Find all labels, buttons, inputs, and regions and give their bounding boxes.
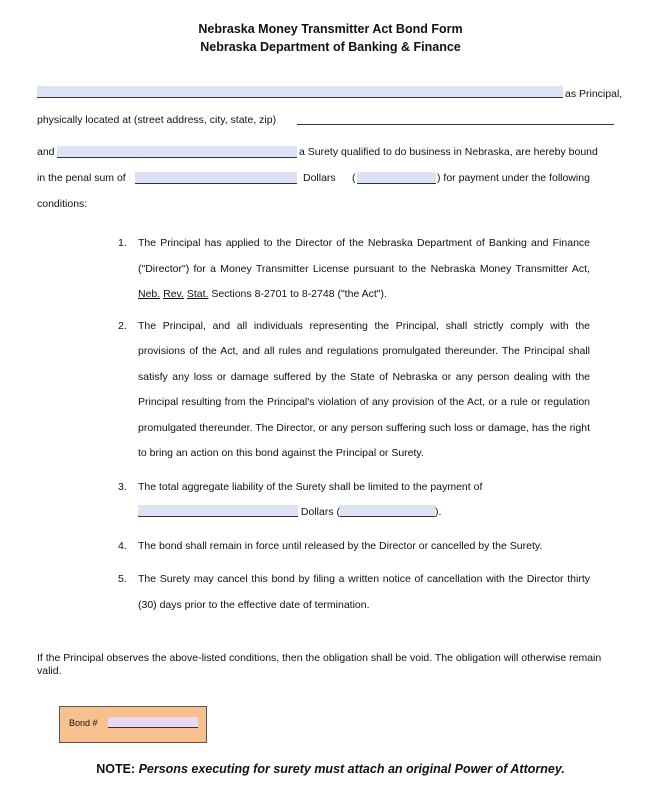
note-label: NOTE:	[96, 762, 136, 776]
closing-paragraph: If the Principal observes the above-listed conditions, then the obligation shall be void. The obligation will otherwise remain valid.	[37, 652, 602, 677]
form-title: Nebraska Money Transmitter Act Bond Form	[198, 22, 463, 36]
condition-item-1	[118, 231, 590, 308]
condition-text: The bond shall remain in force until released by the Director or cancelled by the Surety.	[138, 539, 543, 552]
form-subtitle: Nebraska Department of Banking & Finance	[200, 40, 461, 54]
condition-number: 3.	[118, 480, 127, 493]
condition-text-part: Sections 8-2701 to 8-2748 ("the Act").	[211, 288, 387, 300]
liability-amount-row	[138, 500, 590, 526]
surety-name-field[interactable]	[57, 146, 297, 157]
penal-sum-words-underline	[135, 183, 297, 184]
condition-item-4	[118, 534, 590, 560]
conditions-label: conditions:	[37, 198, 88, 210]
penal-sum-words-field[interactable]	[135, 172, 297, 183]
condition-item-2	[118, 314, 590, 467]
condition-item-3	[118, 475, 590, 526]
condition-text: The Principal, and all individuals representing the Principal, shall strictly comply with the provisions of the Act, and all rules and regulations promulgated thereunder. The Principal shall satisfy any loss or damage suffered by the State of Nebraska or any person dealing with the Principal resulting from the Principal's violation of any provision of the Act, or a rule or regulation promulgated thereunder. The Director, or any person suffering such loss or damage, has the right to bring an action on this bond against the Principal or Surety.	[138, 319, 590, 459]
condition-text: The Surety may cancel this bond by filing a written notice of cancellation with the Director thirty (30) days prior to the effective date of termination.	[138, 573, 590, 611]
liability-close: ).	[435, 506, 442, 518]
and-label: and	[37, 146, 55, 158]
address-label: physically located at (street address, city, state, zip)	[37, 114, 277, 126]
condition-item-5	[118, 567, 590, 618]
conditions-list	[118, 231, 590, 618]
bond-number-underline	[108, 727, 198, 728]
penal-sum-number-underline	[357, 183, 436, 184]
stat-abbrev: Stat.	[186, 288, 209, 300]
as-principal-label: as Principal,	[565, 88, 623, 100]
neb-abbrev: Neb.	[138, 288, 161, 300]
surety-name-underline	[57, 157, 297, 158]
condition-number: 4.	[118, 539, 127, 552]
condition-text: The total aggregate liability of the Surety shall be limited to the payment of	[138, 480, 483, 493]
rev-abbrev: Rev.	[163, 288, 184, 300]
bond-number-field[interactable]	[108, 717, 198, 727]
dollars-label: Dollars	[303, 172, 336, 184]
liability-dollars-label: Dollars (	[300, 506, 341, 518]
principal-name-field[interactable]	[37, 86, 563, 97]
condition-text-part: The Principal has applied to the Director of the Nebraska Department of Banking and Finance ("Director") for a Money Transmitter License pursuant to the Nebraska Money Transmitter Act,	[138, 237, 590, 275]
bond-number-box	[59, 706, 207, 743]
open-paren: (	[352, 172, 356, 184]
condition-number: 2.	[118, 319, 127, 332]
for-payment-label: ) for payment under the following	[437, 172, 590, 184]
note-text: Persons executing for surety must attach an original Power of Attorney.	[138, 762, 565, 776]
liability-number-field[interactable]	[340, 505, 435, 517]
address-field[interactable]	[297, 124, 614, 125]
condition-text	[138, 231, 590, 308]
bond-number-label: Bond #	[69, 718, 98, 728]
principal-name-underline	[37, 97, 563, 98]
condition-number: 5.	[118, 573, 127, 585]
penal-sum-label: in the penal sum of	[37, 172, 126, 184]
liability-words-field[interactable]	[138, 505, 298, 517]
power-of-attorney-note	[0, 762, 661, 776]
condition-number: 1.	[118, 237, 127, 249]
penal-sum-number-field[interactable]	[357, 172, 436, 183]
surety-qualified-label: a Surety qualified to do business in Nebraska, are hereby bound	[299, 146, 598, 158]
